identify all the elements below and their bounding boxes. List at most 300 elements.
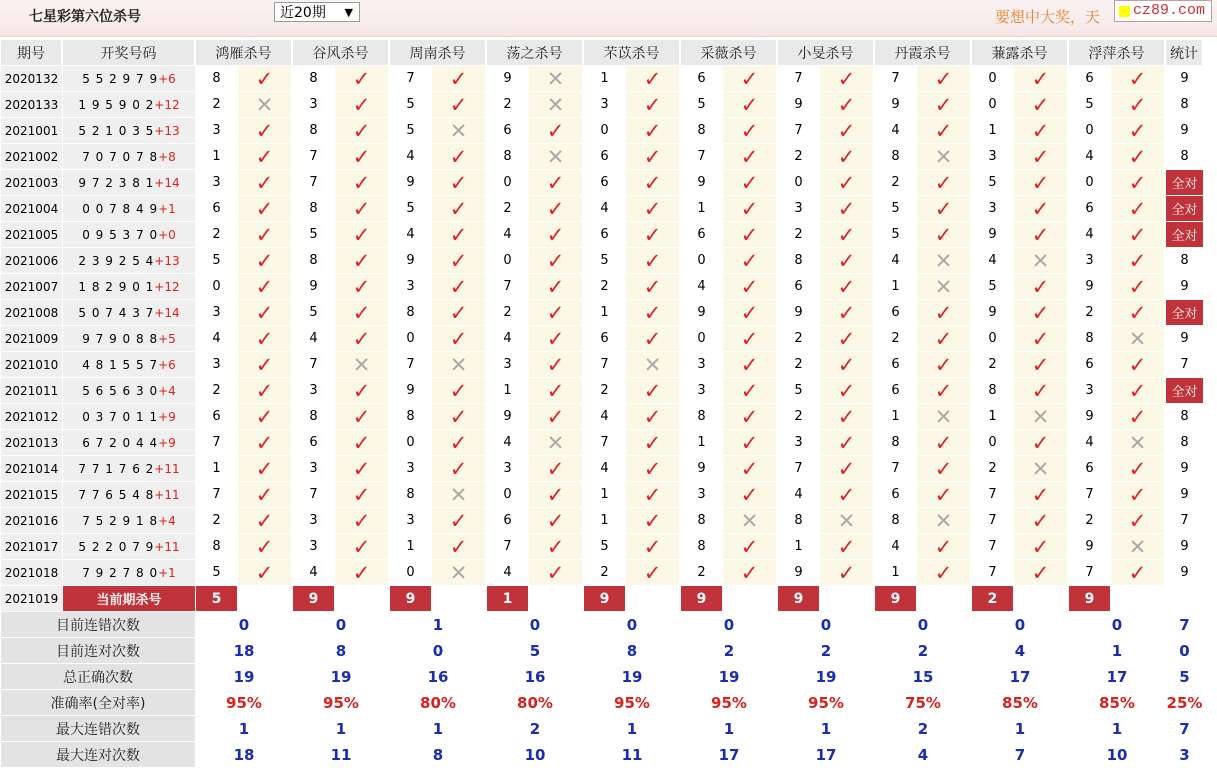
check-icon: ✓ [1128,378,1147,403]
result-cell [529,430,584,456]
kill-number-cell: 9 [390,248,432,274]
draw-bonus: +1 [158,565,176,580]
stats-value: 95% [293,690,390,716]
result-cell [529,66,584,92]
check-icon: ✓ [546,508,565,533]
table-row [1,430,1204,456]
result-cell [917,92,972,118]
result-cell [529,118,584,144]
marquee-text: 要想中大奖，天 [995,8,1101,26]
check-icon: ✓ [934,300,953,325]
check-icon: ✓ [546,456,565,481]
draw-digits: 0 3 7 0 1 1 [82,409,159,424]
kill-number-cell: 0 [390,430,432,456]
cross-icon: ✕ [643,352,662,377]
check-icon: ✓ [255,560,274,585]
check-icon: ✓ [255,378,274,403]
kill-number-cell: 0 [1069,170,1111,196]
current-stat-blank [1166,586,1204,612]
kill-number-cell: 7 [293,482,335,508]
check-icon: ✓ [837,300,856,325]
check-icon: ✓ [1128,274,1147,299]
cross-icon: ✕ [934,248,953,273]
check-icon: ✓ [1128,456,1147,481]
check-icon: ✓ [449,508,468,533]
result-cell [1111,560,1166,586]
kill-number-cell: 6 [196,404,238,430]
check-icon: ✓ [255,170,274,195]
stat-cell: 8 [1166,248,1204,274]
check-icon: ✓ [352,430,371,455]
check-icon: ✓ [1031,66,1050,91]
column-header-expert: 小旻杀号 [778,40,875,66]
kill-number-cell: 3 [196,170,238,196]
check-icon: ✓ [449,144,468,169]
kill-number-cell: 1 [875,274,917,300]
result-cell [626,534,681,560]
check-icon: ✓ [546,560,565,585]
result-cell [723,482,778,508]
kill-number-cell: 2 [778,222,820,248]
result-cell [1111,326,1166,352]
stat-cell: 8 [1166,430,1204,456]
result-cell [335,66,390,92]
result-cell [917,430,972,456]
draw-bonus: +11 [154,539,180,554]
stat-cell: 9 [1166,560,1204,586]
kill-number-cell: 4 [487,560,529,586]
result-cell [723,404,778,430]
stats-value: 0 [778,612,875,638]
kill-number-cell: 5 [584,248,626,274]
result-cell [1111,144,1166,170]
result-cell [335,378,390,404]
result-cell [335,144,390,170]
result-cell [432,274,487,300]
check-icon: ✓ [352,300,371,325]
result-cell [820,482,875,508]
stats-value: 25% [1166,690,1204,716]
check-icon: ✓ [546,222,565,247]
kill-number-cell: 0 [681,248,723,274]
result-cell [1014,482,1069,508]
result-cell [626,144,681,170]
stats-label: 目前连对次数 [1,638,196,664]
result-cell [723,430,778,456]
check-icon: ✓ [643,404,662,429]
kill-number-cell: 2 [972,352,1014,378]
kill-number-cell: 7 [487,274,529,300]
result-cell [723,144,778,170]
draw-numbers-cell [63,456,196,482]
cross-icon: ✕ [255,92,274,117]
kill-number-cell: 3 [681,482,723,508]
kill-number-cell: 5 [972,170,1014,196]
result-cell [529,508,584,534]
check-icon: ✓ [837,352,856,377]
check-icon: ✓ [255,196,274,221]
check-icon: ✓ [1128,352,1147,377]
check-icon: ✓ [449,92,468,117]
check-icon: ✓ [352,248,371,273]
kill-number-cell: 4 [487,222,529,248]
check-icon: ✓ [643,118,662,143]
draw-digits: 1 8 2 9 0 1 [78,279,155,294]
table-row [1,222,1204,248]
result-cell [529,300,584,326]
stats-row [1,742,1204,768]
period-cell: 2021011 [1,378,63,404]
result-cell [626,222,681,248]
kill-number-cell: 1 [584,300,626,326]
result-cell [820,326,875,352]
check-icon: ✓ [837,456,856,481]
check-icon: ✓ [837,66,856,91]
result-cell [238,196,293,222]
kill-number-cell: 2 [1069,508,1111,534]
result-cell [335,300,390,326]
check-icon: ✓ [1031,170,1050,195]
check-icon: ✓ [352,144,371,169]
cross-icon: ✕ [1128,430,1147,455]
stats-value: 19 [681,664,778,690]
check-icon: ✓ [255,430,274,455]
current-kill-number: 2 [972,586,1014,612]
check-icon: ✓ [449,170,468,195]
stats-value: 5 [1166,664,1204,690]
period-cell: 2021006 [1,248,63,274]
cross-icon: ✕ [449,482,468,507]
kill-number-cell: 0 [972,92,1014,118]
column-header-expert: 蒹露杀号 [972,40,1069,66]
current-kill-blank [529,586,584,612]
result-cell [1014,222,1069,248]
kill-number-cell: 9 [390,170,432,196]
check-icon: ✓ [643,196,662,221]
kill-number-cell: 3 [972,144,1014,170]
check-icon: ✓ [255,300,274,325]
kill-number-cell: 1 [875,560,917,586]
kill-number-cell: 0 [972,66,1014,92]
result-cell [1014,118,1069,144]
column-header-expert: 周南杀号 [390,40,487,66]
stats-value: 17 [972,664,1069,690]
check-icon: ✓ [255,404,274,429]
check-icon: ✓ [740,196,759,221]
current-kill-blank [917,586,972,612]
kill-number-cell: 8 [778,508,820,534]
check-icon: ✓ [643,144,662,169]
result-cell [432,352,487,378]
check-icon: ✓ [255,456,274,481]
result-cell [238,352,293,378]
column-header-expert: 采薇杀号 [681,40,778,66]
stats-value: 0 [584,612,681,638]
table-row [1,508,1204,534]
check-icon: ✓ [837,378,856,403]
check-icon: ✓ [740,92,759,117]
result-cell [432,248,487,274]
check-icon: ✓ [837,326,856,351]
current-kill-number: 9 [778,586,820,612]
check-icon: ✓ [255,118,274,143]
check-icon: ✓ [740,144,759,169]
result-cell [723,534,778,560]
draw-numbers-cell [63,300,196,326]
table-row [1,170,1204,196]
kill-number-cell: 8 [390,404,432,430]
result-cell [820,274,875,300]
cross-icon: ✕ [934,144,953,169]
table-row [1,352,1204,378]
kill-number-cell: 8 [487,144,529,170]
table-row [1,66,1204,92]
kill-number-cell: 4 [196,326,238,352]
result-cell [723,508,778,534]
result-cell [335,170,390,196]
stat-cell: 7 [1166,352,1204,378]
check-icon: ✓ [934,456,953,481]
kill-number-cell: 5 [390,196,432,222]
kill-number-cell: 7 [293,352,335,378]
period-cell: 2021014 [1,456,63,482]
kill-number-cell: 7 [1069,560,1111,586]
stats-value: 85% [1069,690,1166,716]
check-icon: ✓ [546,118,565,143]
stats-value: 17 [681,742,778,768]
stats-label: 最大连错次数 [1,716,196,742]
draw-numbers-cell [63,560,196,586]
kill-number-cell: 8 [390,482,432,508]
check-icon: ✓ [643,66,662,91]
draw-bonus: +9 [158,409,176,424]
kill-number-cell: 6 [1069,196,1111,222]
kill-number-cell: 8 [681,534,723,560]
result-cell [1111,170,1166,196]
stat-cell: 9 [1166,118,1204,144]
period-cell: 2021002 [1,144,63,170]
stat-cell: 9 [1166,534,1204,560]
column-header-expert: 浮萍杀号 [1069,40,1166,66]
kill-number-cell: 8 [293,118,335,144]
stats-value: 19 [293,664,390,690]
check-icon: ✓ [1128,118,1147,143]
check-icon: ✓ [837,222,856,247]
result-cell [917,456,972,482]
cross-icon: ✕ [546,430,565,455]
draw-digits: 7 5 2 9 1 8 [82,513,159,528]
draw-digits: 9 7 2 3 8 1 [78,175,155,190]
result-cell [626,482,681,508]
cross-icon: ✕ [352,352,371,377]
result-cell [820,118,875,144]
period-cell: 2021003 [1,170,63,196]
result-cell [238,222,293,248]
result-cell [723,118,778,144]
kill-number-cell: 8 [681,118,723,144]
check-icon: ✓ [643,560,662,585]
cross-icon: ✕ [546,144,565,169]
check-icon: ✓ [449,222,468,247]
kill-number-cell: 7 [972,508,1014,534]
stats-value: 17 [778,742,875,768]
kill-number-cell: 0 [972,326,1014,352]
kill-number-cell: 4 [875,248,917,274]
kill-number-cell: 8 [390,300,432,326]
draw-numbers-cell [63,508,196,534]
draw-numbers-cell [63,430,196,456]
cross-icon: ✕ [449,118,468,143]
check-icon: ✓ [643,248,662,273]
kill-number-cell: 0 [390,326,432,352]
check-icon: ✓ [934,196,953,221]
result-cell [529,378,584,404]
kill-number-cell: 1 [584,66,626,92]
check-icon: ✓ [1128,560,1147,585]
result-cell [723,92,778,118]
result-cell [626,274,681,300]
kill-number-cell: 6 [778,274,820,300]
check-icon: ✓ [352,170,371,195]
kill-number-cell: 1 [972,404,1014,430]
result-cell [1111,274,1166,300]
result-cell [1014,378,1069,404]
current-kill-number: 9 [1069,586,1111,612]
result-cell [626,560,681,586]
kill-number-cell: 0 [778,170,820,196]
current-kill-blank [238,586,293,612]
kill-number-cell: 3 [584,92,626,118]
draw-numbers-cell [63,352,196,378]
check-icon: ✓ [643,300,662,325]
table-row [1,118,1204,144]
table-row [1,326,1204,352]
stats-value: 17 [1069,664,1166,690]
period-select[interactable] [274,2,360,22]
period-cell: 2021004 [1,196,63,222]
kill-number-cell: 6 [875,352,917,378]
check-icon: ✓ [546,248,565,273]
stat-cell: 8 [1166,404,1204,430]
check-icon: ✓ [1031,352,1050,377]
check-icon: ✓ [740,352,759,377]
kill-number-cell: 6 [196,196,238,222]
result-cell [529,352,584,378]
kill-number-cell: 9 [875,92,917,118]
draw-digits: 9 7 9 0 8 8 [82,331,159,346]
result-cell [820,430,875,456]
kill-number-cell: 2 [584,274,626,300]
check-icon: ✓ [740,378,759,403]
draw-bonus: +14 [154,175,180,190]
result-cell [917,378,972,404]
check-icon: ✓ [352,508,371,533]
site-logo[interactable] [1114,0,1212,22]
result-cell [1111,300,1166,326]
result-cell [820,300,875,326]
kill-number-cell: 2 [584,560,626,586]
result-cell [529,196,584,222]
stats-value: 11 [584,742,681,768]
current-kill-number: 9 [681,586,723,612]
kill-number-cell: 4 [875,118,917,144]
result-cell [820,92,875,118]
check-icon: ✓ [934,222,953,247]
result-cell [626,170,681,196]
result-cell [1111,196,1166,222]
stats-value: 19 [584,664,681,690]
check-icon: ✓ [934,170,953,195]
kill-number-cell: 5 [875,222,917,248]
stats-row [1,664,1204,690]
check-icon: ✓ [1031,508,1050,533]
kill-number-cell: 9 [681,170,723,196]
check-icon: ✓ [1031,274,1050,299]
check-icon: ✓ [837,92,856,117]
result-cell [917,560,972,586]
result-cell [820,560,875,586]
table-row [1,560,1204,586]
result-cell [238,456,293,482]
stat-cell: 8 [1166,144,1204,170]
current-kill-blank [335,586,390,612]
check-icon: ✓ [255,222,274,247]
kill-number-cell: 7 [293,170,335,196]
stats-value: 16 [487,664,584,690]
kill-number-cell: 5 [293,300,335,326]
draw-digits: 4 8 1 5 5 7 [82,357,159,372]
result-cell [529,170,584,196]
check-icon: ✓ [449,430,468,455]
kill-number-cell: 7 [196,482,238,508]
result-cell [335,274,390,300]
result-cell [626,326,681,352]
period-cell: 2020132 [1,66,63,92]
kill-number-cell: 5 [390,92,432,118]
draw-digits: 5 6 5 6 3 0 [82,383,159,398]
result-cell [335,456,390,482]
column-header-draw: 开奖号码 [63,40,196,66]
kill-number-cell: 7 [778,456,820,482]
kill-number-cell: 1 [196,456,238,482]
check-icon: ✓ [546,300,565,325]
result-cell [238,92,293,118]
current-kill-number: 5 [196,586,238,612]
result-cell [723,456,778,482]
kill-number-cell: 3 [778,430,820,456]
kill-number-cell: 3 [196,118,238,144]
check-icon: ✓ [934,430,953,455]
kill-number-cell: 8 [875,144,917,170]
kill-number-cell: 7 [1069,482,1111,508]
draw-bonus: +1 [158,201,176,216]
kill-number-cell: 6 [1069,456,1111,482]
stats-value: 0 [196,612,293,638]
stat-cell: 7 [1166,508,1204,534]
kill-number-cell: 2 [1069,300,1111,326]
current-kill-blank [820,586,875,612]
kill-number-cell: 2 [487,92,529,118]
result-cell [820,222,875,248]
check-icon: ✓ [740,274,759,299]
result-cell [626,66,681,92]
stats-value: 0 [487,612,584,638]
kill-number-cell: 2 [196,222,238,248]
check-icon: ✓ [352,456,371,481]
stats-row [1,638,1204,664]
result-cell [820,378,875,404]
check-icon: ✓ [1128,482,1147,507]
